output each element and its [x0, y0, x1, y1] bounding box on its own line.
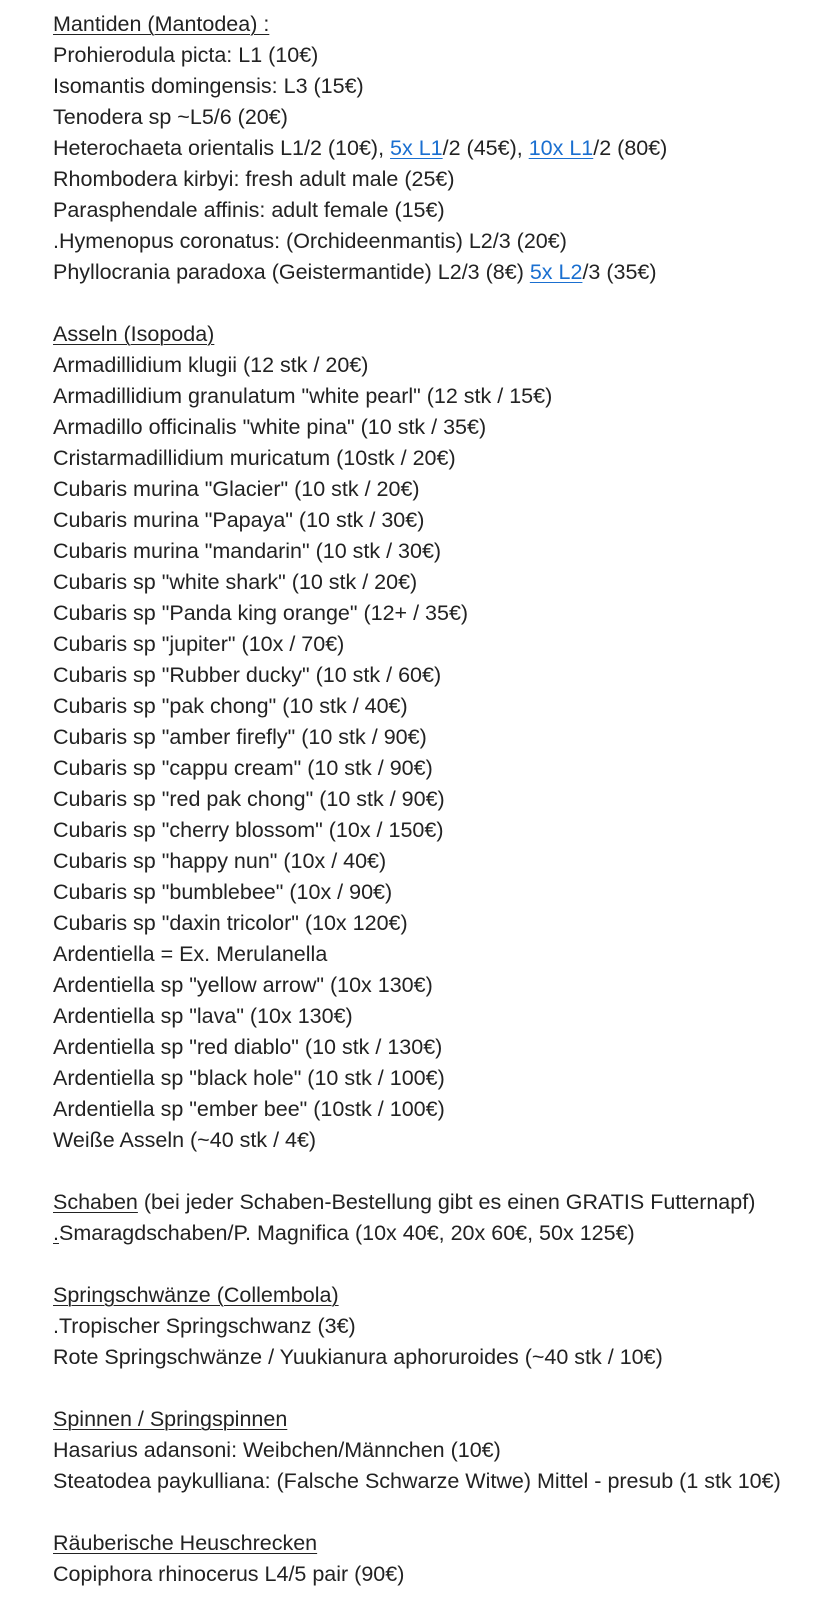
section-heading-schaben: Schaben (bei jeder Schaben-Bestellung gibt es einen GRATIS Futternapf) — [53, 1190, 756, 1214]
section-gap — [53, 1373, 830, 1404]
list-item: Cubaris sp "jupiter" (10x / 70€) — [53, 632, 345, 656]
link-10x-l1[interactable]: 10x L1 — [528, 136, 594, 160]
list-item: Cubaris sp "white shark" (10 stk / 20€) — [53, 570, 418, 594]
link-5x-l2[interactable]: 5x L2 — [529, 260, 583, 284]
schaben-note: (bei jeder Schaben-Bestellung gibt es einen GRATIS Futternapf) — [137, 1190, 756, 1214]
list-item: Tenodera sp ~L5/6 (20€) — [53, 105, 288, 129]
section-heading-spinnen: Spinnen / Springspinnen — [53, 1407, 288, 1431]
list-item: Steatodea paykulliana: (Falsche Schwarze Witwe) Mittel - presub (1 stk 10€) — [53, 1469, 781, 1493]
list-item: Rhombodera kirbyi: fresh adult male (25€) — [53, 167, 455, 191]
list-item: Cubaris murina "mandarin" (10 stk / 30€) — [53, 539, 442, 563]
list-item: .Smaragdschaben/P. Magnifica (10x 40€, 20x 60€, 50x 125€) — [53, 1221, 635, 1245]
list-item: Ardentiella sp "red diablo" (10 stk / 130€) — [53, 1035, 443, 1059]
list-item: Heterochaeta orientalis L1/2 (10€), 5x L1/2 (45€), 10x L1/2 (80€) — [53, 136, 668, 160]
list-item: Isomantis domingensis: L3 (15€) — [53, 74, 364, 98]
list-item: Armadillo officinalis "white pina" (10 stk / 35€) — [53, 415, 487, 439]
list-item: Prohierodula picta: L1 (10€) — [53, 43, 319, 67]
list-item: Hasarius adansoni: Weibchen/Männchen (10€) — [53, 1438, 501, 1462]
list-item: Phyllocrania paradoxa (Geistermantide) L2/3 (8€) 5x L2/3 (35€) — [53, 260, 657, 284]
list-item: Cubaris murina "Papaya" (10 stk / 30€) — [53, 508, 425, 532]
section-gap — [53, 1249, 830, 1280]
section-heading-springschwaenze: Springschwänze (Collembola) — [53, 1283, 339, 1307]
list-item: .Tropischer Springschwanz (3€) — [53, 1314, 356, 1338]
list-item: Cubaris murina "Glacier" (10 stk / 20€) — [53, 477, 420, 501]
section-gap — [53, 1497, 830, 1528]
section-heading-asseln: Asseln (Isopoda) — [53, 322, 215, 346]
list-item: Rote Springschwänze / Yuukianura aphoruroides (~40 stk / 10€) — [53, 1345, 663, 1369]
list-item: Ardentiella sp "ember bee" (10stk / 100€) — [53, 1097, 445, 1121]
list-item: Cubaris sp "happy nun" (10x / 40€) — [53, 849, 387, 873]
list-item: Ardentiella sp "black hole" (10 stk / 100€) — [53, 1066, 445, 1090]
list-item: Armadillidium klugii (12 stk / 20€) — [53, 353, 369, 377]
list-item: Cubaris sp "pak chong" (10 stk / 40€) — [53, 694, 408, 718]
list-item: .Hymenopus coronatus: (Orchideenmantis) L2/3 (20€) — [53, 229, 567, 253]
list-item: Cubaris sp "cherry blossom" (10x / 150€) — [53, 818, 444, 842]
list-item: Ardentiella sp "yellow arrow" (10x 130€) — [53, 973, 433, 997]
list-item: Cubaris sp "bumblebee" (10x / 90€) — [53, 880, 393, 904]
section-gap — [53, 1156, 830, 1187]
section-heading-mantiden: Mantiden (Mantodea) : — [53, 12, 270, 36]
list-item: Cubaris sp "Rubber ducky" (10 stk / 60€) — [53, 663, 442, 687]
list-item: Cubaris sp "red pak chong" (10 stk / 90€) — [53, 787, 445, 811]
list-item: Ardentiella = Ex. Merulanella — [53, 942, 328, 966]
list-item: Parasphendale affinis: adult female (15€) — [53, 198, 445, 222]
list-item: Cubaris sp "daxin tricolor" (10x 120€) — [53, 911, 408, 935]
list-item: Weiße Asseln (~40 stk / 4€) — [53, 1128, 317, 1152]
list-item: Cristarmadillidium muricatum (10stk / 20€) — [53, 446, 456, 470]
link-5x-l1[interactable]: 5x L1 — [390, 136, 443, 160]
list-item: Cubaris sp "amber firefly" (10 stk / 90€) — [53, 725, 427, 749]
section-gap — [53, 288, 830, 319]
list-item: Ardentiella sp "lava" (10x 130€) — [53, 1004, 353, 1028]
list-item: Cubaris sp "cappu cream" (10 stk / 90€) — [53, 756, 433, 780]
list-item: Copiphora rhinocerus L4/5 pair (90€) — [53, 1562, 405, 1586]
list-item: Cubaris sp "Panda king orange" (12+ / 35€) — [53, 601, 469, 625]
list-item: Armadillidium granulatum "white pearl" (12 stk / 15€) — [53, 384, 553, 408]
section-heading-heuschrecken: Räuberische Heuschrecken — [53, 1531, 318, 1555]
